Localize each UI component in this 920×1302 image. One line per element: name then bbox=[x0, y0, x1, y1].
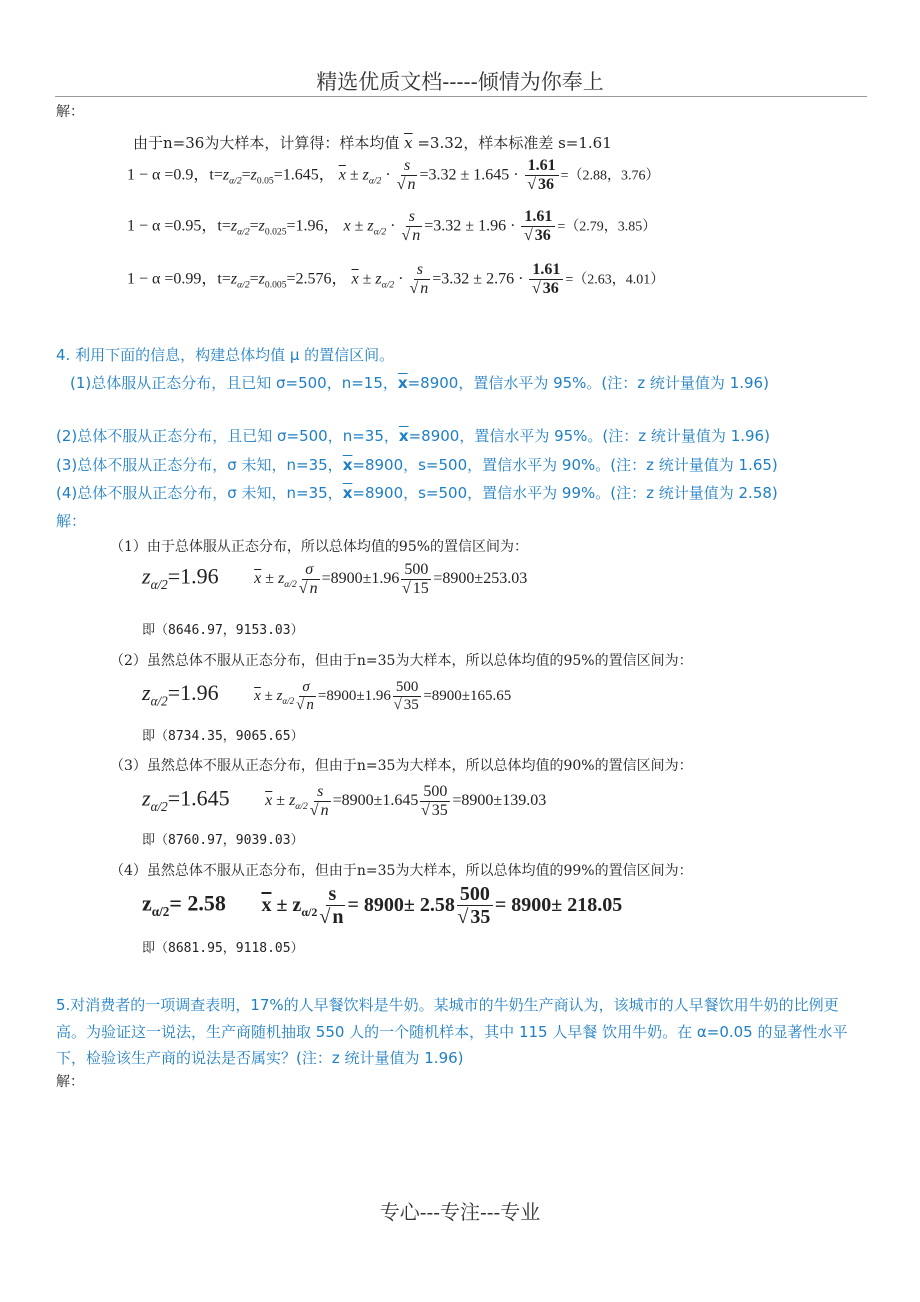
q3-row-z3: z bbox=[362, 166, 369, 184]
q3-row-mult: =3.32 ± 1.96 · bbox=[424, 217, 516, 235]
q3-row-1: 1 − α =0.9，$t=z_{\alpha/2}=z_{0.05}=1.645$， $\overline{x} \pm z_{\alpha/2}$ · $\frac{s}{√ n}$ =3.32 ± 1.645 · $\frac{1.61}{√ 36}$ =（2.88，3.76） bbox=[127, 157, 660, 193]
q3-row-2: 1 − α =0.95，$t=z_{\alpha/2}=z_{0.025}=1.96$， $x \pm z_{\alpha/2}$ · $\frac{s}{√ n}$ =3.32 ± 1.96 · $\frac{1.61}{√ 36}$ =（2.79，3.85） bbox=[127, 208, 657, 244]
q4-sol-zval: = 2.58 bbox=[169, 890, 226, 916]
q4-sol-3-interval: 即（8760.97，9039.03） bbox=[142, 833, 304, 848]
q4-sol-2-interval: 即（8734.35，9065.65） bbox=[142, 729, 304, 744]
q4-sol-1-text: （1）由于总体服从正态分布，所以总体均值的95%的置信区间为： bbox=[110, 539, 529, 555]
q3-row-z3: z bbox=[375, 270, 382, 288]
q4-sol-4-equation: $z_{\alpha/2}= 2.58$ $\overline{x} \pm z_{\alpha/2}$ $\frac{s}{√ n}$ = 8900± 2.58 $\frac{500}{√ 35}$ = 8900± 218.05 bbox=[142, 883, 623, 928]
q3-row-eq: = bbox=[249, 270, 259, 288]
q4-solution-label: 解： bbox=[56, 512, 87, 530]
q4-sol-zval: =1.96 bbox=[167, 563, 219, 589]
q3-row-result: =（2.63，4.01） bbox=[565, 272, 665, 288]
q4-xbar: $\overline{x}$ bbox=[342, 484, 353, 502]
q4-item-4: (4)总体不服从正态分布，σ 未知，n=35，$\overline{x}=8900$，s=500，置信水平为 99%。(注：z 统计量值为 2.58) bbox=[56, 484, 778, 502]
q3-row-3: 1 − α =0.99，$t=z_{\alpha/2}=z_{0.005}=2.576$， $\overline{x} \pm z_{\alpha/2}$ · $\frac{s}{√ n}$ =3.32 ± 2.76 · $\frac{1.61}{√ 36}$ =（2.63，4.01） bbox=[127, 261, 665, 297]
q4-sol-1-interval: 即（8646.97，9153.03） bbox=[142, 623, 304, 638]
q3-row-eq: = bbox=[241, 166, 251, 184]
q3-row-zsub2: α/2 bbox=[373, 226, 387, 238]
q4-sol-formula: $\overline{x} \pm z_{\alpha/2}$ $\frac{s}{√ n}$ =8900±1.645 $\frac{500}{√ 35}$ =8900±139.03 bbox=[265, 783, 547, 819]
q3-xbar: $\overline{x}$ bbox=[404, 134, 413, 152]
q3-row-frac-s: $\frac{s}{√ n}$ bbox=[396, 157, 416, 193]
q3-row-alpha: 1 − α =0.95，t= bbox=[127, 217, 231, 235]
q3-row-frac-val: $\frac{1.61}{√ 36}$ bbox=[529, 262, 563, 297]
q4-sol-4-text: （4）虽然总体不服从正态分布，但由于n=35为大样本，所以总体均值的99%的置信区间为： bbox=[110, 863, 693, 879]
q3-row-zsub2: α/2 bbox=[368, 175, 382, 187]
q3-intro-text: 由于n=36为大样本，计算得：样本均值 bbox=[133, 134, 400, 152]
q3-row-z2sub: 0.025 bbox=[264, 226, 287, 238]
q4-sol-result: =8900±139.03 bbox=[452, 792, 547, 810]
q3-row-z2: z bbox=[258, 270, 265, 288]
q5-line-1: 5.对消费者的一项调查表明，17%的人早餐饮料是牛奶。某城市的牛奶生产商认为，该城市的人早餐饮用牛奶的比例更 bbox=[56, 996, 839, 1014]
page-header: 精选优质文档-----倾情为你奉上 bbox=[316, 70, 604, 94]
q3-row-frac-s: $\frac{s}{√ n}$ bbox=[409, 261, 429, 297]
q3-row-xbar: $\overline{x}$ bbox=[351, 270, 359, 288]
q3-row-alpha: 1 − α =0.9，t= bbox=[127, 166, 223, 184]
header-divider bbox=[55, 96, 867, 97]
q3-row-frac-val: $\frac{1.61}{√ 36}$ bbox=[521, 209, 555, 244]
q3-row-mult: =3.32 ± 2.76 · bbox=[432, 270, 524, 288]
q3-row-z2sub: 0.005 bbox=[264, 279, 287, 291]
q3-row-mult: =3.32 ± 1.645 · bbox=[419, 166, 519, 184]
q3-row-x: x bbox=[343, 217, 351, 235]
q3-row-z2: z bbox=[250, 166, 257, 184]
q4-item-1: (1)总体服从正态分布，且已知 σ=500，n=15，$\overline{x}=8900$，置信水平为 95%。(注：z 统计量值为 1.96) bbox=[70, 374, 769, 392]
q3-mean: =3.32，样本标准差 s=1.61 bbox=[417, 134, 612, 152]
q3-row-zsub: α/2 bbox=[237, 226, 250, 238]
q4-sol-result: =8900±253.03 bbox=[433, 570, 528, 588]
q4-item-3: (3)总体不服从正态分布，σ 未知，n=35，$\overline{x}=8900$，s=500，置信水平为 90%。(注：z 统计量值为 1.65) bbox=[56, 456, 778, 474]
q3-row-frac-val: $\frac{1.61}{√ 36}$ bbox=[525, 158, 559, 193]
q3-row-result: =（2.79，3.85） bbox=[557, 219, 657, 235]
q4-sol-4-interval: 即（8681.95，9118.05） bbox=[142, 941, 304, 956]
q3-row-alpha: 1 − α =0.99，t= bbox=[127, 270, 231, 288]
q5-line-3: 下，检验该生产商的说法是否属实？(注：z 统计量值为 1.96) bbox=[56, 1049, 464, 1067]
q3-row-eq: = bbox=[249, 217, 259, 235]
q4-xbar: $\overline{x}$ bbox=[398, 427, 409, 445]
q4-sol-result: =8900±165.65 bbox=[423, 688, 512, 705]
q3-row-zval: =1.645， bbox=[273, 166, 335, 184]
q3-row-z: z bbox=[230, 270, 238, 288]
q4-item-2: (2)总体不服从正态分布，且已知 σ=500，n=35，$\overline{x}=8900$，置信水平为 95%。(注：z 统计量值为 1.96) bbox=[56, 427, 770, 445]
q3-row-z2sub: 0.05 bbox=[256, 175, 274, 187]
page-footer: 专心---专注---专业 bbox=[379, 1200, 541, 1224]
q3-row-z3: z bbox=[367, 217, 374, 235]
q5-solution-label: 解： bbox=[56, 1074, 84, 1090]
q3-row-zsub: α/2 bbox=[229, 175, 242, 187]
q4-sol-result: = 8900± 218.05 bbox=[494, 893, 623, 916]
q4-sol-formula: $\overline{x} \pm z_{\alpha/2}$ $\frac{\sigma}{√ n}$ =8900±1.96 $\frac{500}{√ 15}$ =8900±253.03 bbox=[254, 561, 528, 597]
q3-row-zsub: α/2 bbox=[237, 279, 250, 291]
q4-sol-zval: =1.96 bbox=[167, 680, 219, 706]
q3-row-xbar: $\overline{x}$ bbox=[338, 166, 346, 184]
q3-row-z: z bbox=[230, 217, 238, 235]
q4-sol-2-equation: $z_{\alpha/2}=1.96$ $\overline{x} \pm z_{\alpha/2}$ $\frac{\sigma}{√ n}$ =8900±1.96 $\frac{500}{√ 35}$ =8900±165.65 bbox=[142, 679, 512, 713]
q4-title: 4. 利用下面的信息，构建总体均值 μ 的置信区间。 bbox=[56, 346, 395, 364]
q4-xbar: $\overline{x}$ bbox=[342, 456, 353, 474]
q4-sol-2-text: （2）虽然总体不服从正态分布，但由于n=35为大样本，所以总体均值的95%的置信区间为： bbox=[110, 653, 693, 669]
q3-row-zval: =2.576， bbox=[286, 270, 348, 288]
q4-sol-1-equation: $z_{\alpha/2}=1.96$ $\overline{x} \pm z_{\alpha/2}$ $\frac{\sigma}{√ n}$ =8900±1.96 $\frac{500}{√ 15}$ =8900±253.03 bbox=[142, 561, 528, 597]
q4-sol-formula: $\overline{x} \pm z_{\alpha/2}$ $\frac{s}{√ n}$ = 8900± 2.58 $\frac{500}{√ 35}$ = 8900± 218.05 bbox=[261, 883, 623, 928]
q3-row-result: =（2.88，3.76） bbox=[560, 168, 660, 184]
q5-line-2: 高。为验证这一说法，生产商随机抽取 550 人的一个随机样本，其中 115 人早餐 饮用牛奶。在 α=0.05 的显著性水平 bbox=[56, 1023, 848, 1041]
q3-row-z: z bbox=[222, 166, 230, 184]
q4-xbar: $\overline{x}$ bbox=[397, 374, 408, 392]
q3-intro bbox=[133, 132, 612, 153]
q4-sol-3-equation: $z_{\alpha/2}=1.645$ $\overline{x} \pm z_{\alpha/2}$ $\frac{s}{√ n}$ =8900±1.645 $\frac{500}{√ 35}$ =8900±139.03 bbox=[142, 783, 547, 819]
q3-row-zsub2: α/2 bbox=[381, 279, 395, 291]
q4-sol-zval: =1.645 bbox=[167, 785, 230, 811]
q3-row-z2: z bbox=[258, 217, 265, 235]
q3-row-zval: =1.96， bbox=[286, 217, 340, 235]
q3-row-frac-s: $\frac{s}{√ n}$ bbox=[401, 208, 421, 244]
q4-sol-3-text: （3）虽然总体不服从正态分布，但由于n=35为大样本，所以总体均值的90%的置信区间为： bbox=[110, 758, 693, 774]
q3-solution-label: 解： bbox=[56, 104, 84, 120]
q4-sol-formula: $\overline{x} \pm z_{\alpha/2}$ $\frac{\sigma}{√ n}$ =8900±1.96 $\frac{500}{√ 35}$ =8900±165.65 bbox=[254, 679, 512, 713]
